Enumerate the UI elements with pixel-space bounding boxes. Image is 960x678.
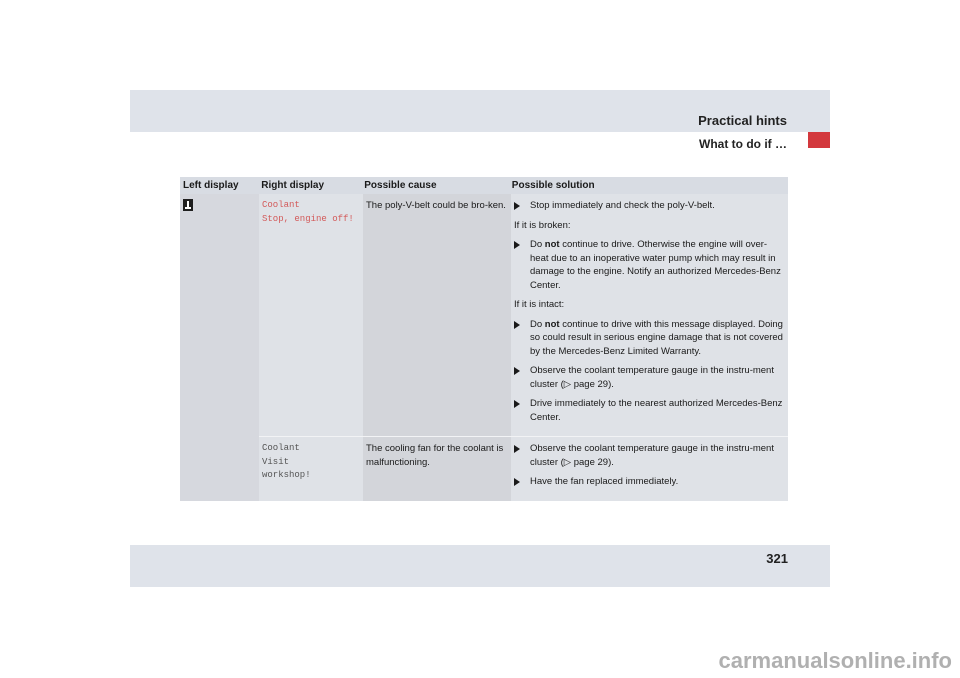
coolant-temperature-icon — [183, 199, 193, 211]
possible-solution-cell — [511, 194, 788, 436]
possible-cause-cell: The poly-V-belt could be bro-ken. — [363, 194, 511, 436]
left-display-cell — [180, 194, 259, 501]
solution-step-text: Do not continue to drive. Otherwise the engine will over-heat due to an inoperative water pump which may result in damage to the engine. Notify an authorized Mercedes-Benz Center. — [530, 239, 781, 291]
solution-step — [514, 475, 785, 489]
arrow-bullet-icon — [514, 321, 520, 329]
page-number: 321 — [766, 551, 788, 566]
solution-step — [514, 397, 785, 424]
solution-step — [514, 442, 785, 469]
possible-solution-cell — [511, 437, 788, 501]
possible-cause-cell: The cooling fan for the coolant is malfunctioning. — [363, 437, 511, 501]
display-messages-table — [180, 177, 788, 501]
solution-step — [514, 238, 785, 292]
solution-step — [514, 318, 785, 359]
table-row — [259, 436, 788, 501]
chapter-tab-marker — [808, 132, 830, 148]
solution-step-text: Drive immediately to the nearest authorized Mercedes-Benz Center. — [530, 398, 783, 423]
table-rows — [259, 194, 788, 501]
arrow-bullet-icon — [514, 445, 520, 453]
right-display-message: Coolant Visit workshop! — [262, 443, 311, 480]
header-possible-solution: Possible solution — [511, 179, 595, 191]
header-right-display: Right display — [261, 179, 325, 191]
table-header — [180, 177, 788, 194]
footer-band — [130, 545, 830, 587]
solution-step-text: Observe the coolant temperature gauge in the instru-ment cluster (▷ page 29). — [530, 443, 774, 468]
table-row — [259, 194, 788, 436]
solution-step-text: Stop immediately and check the poly-V-belt. — [530, 200, 715, 211]
solution-step — [514, 364, 785, 391]
arrow-bullet-icon — [514, 478, 520, 486]
header-left-display: Left display — [183, 179, 239, 191]
right-display-cell — [259, 437, 363, 501]
table-body — [180, 194, 788, 501]
section-subtitle: What to do if … — [699, 137, 787, 151]
arrow-bullet-icon — [514, 202, 520, 210]
right-display-cell — [259, 194, 363, 436]
solution-step-text: Do not continue to drive with this message displayed. Doing so could result in serious engine damage that is not covered by the Mercedes-Benz Limited Warranty. — [530, 318, 783, 357]
arrow-bullet-icon — [514, 241, 520, 249]
arrow-bullet-icon — [514, 367, 520, 375]
header-possible-cause: Possible cause — [364, 179, 437, 191]
right-display-message: Coolant Stop, engine off! — [262, 200, 354, 224]
solution-step-text: Observe the coolant temperature gauge in the instru-ment cluster (▷ page 29). — [530, 365, 774, 390]
solution-note: If it is intact: — [514, 299, 565, 310]
watermark: carmanualsonline.info — [718, 648, 952, 673]
solution-step-text: Have the fan replaced immediately. — [530, 476, 679, 487]
section-title: Practical hints — [698, 113, 787, 128]
solution-note: If it is broken: — [514, 219, 571, 231]
solution-step — [514, 199, 785, 213]
arrow-bullet-icon — [514, 400, 520, 408]
